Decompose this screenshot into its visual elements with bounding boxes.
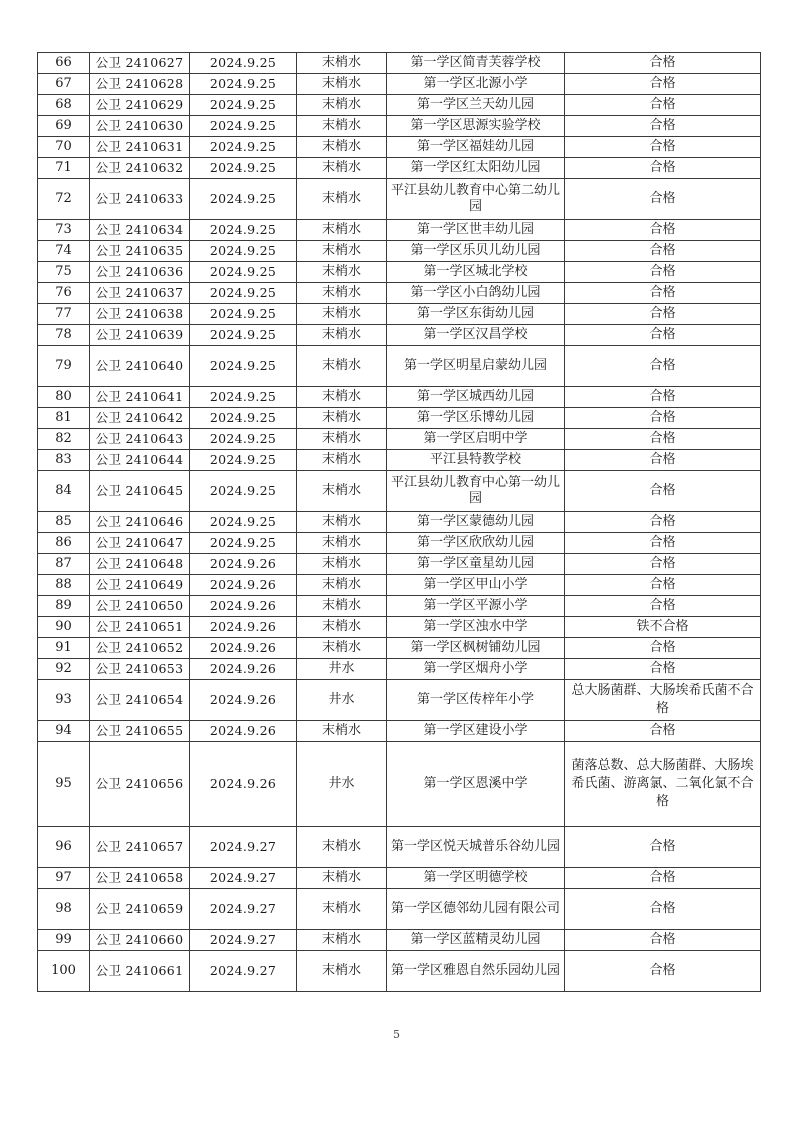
sample-code: 公卫 2410650	[90, 596, 190, 617]
sample-results-table	[37, 52, 761, 992]
row-number: 70	[38, 137, 90, 158]
table-row	[38, 471, 761, 512]
sampling-site: 第一学区简青芙蓉学校	[387, 53, 565, 74]
water-type: 末梢水	[297, 638, 387, 659]
sample-date: 2024.9.26	[190, 596, 297, 617]
table-row	[38, 827, 761, 868]
table-row	[38, 512, 761, 533]
sample-date: 2024.9.27	[190, 930, 297, 951]
test-result: 合格	[565, 325, 761, 346]
page-number: 5	[393, 1028, 400, 1041]
sample-date: 2024.9.26	[190, 680, 297, 721]
row-number: 99	[38, 930, 90, 951]
sampling-site: 第一学区福娃幼儿园	[387, 137, 565, 158]
sample-code: 公卫 2410629	[90, 95, 190, 116]
sampling-site: 第一学区小白鸽幼儿园	[387, 283, 565, 304]
sample-code: 公卫 2410646	[90, 512, 190, 533]
table-row	[38, 74, 761, 95]
row-number: 79	[38, 346, 90, 387]
sample-date: 2024.9.25	[190, 220, 297, 241]
test-result: 合格	[565, 429, 761, 450]
water-type: 末梢水	[297, 116, 387, 137]
row-number: 95	[38, 742, 90, 827]
water-type: 井水	[297, 659, 387, 680]
row-number: 74	[38, 241, 90, 262]
sample-date: 2024.9.25	[190, 53, 297, 74]
table-row	[38, 680, 761, 721]
sample-date: 2024.9.26	[190, 742, 297, 827]
test-result: 合格	[565, 512, 761, 533]
row-number: 78	[38, 325, 90, 346]
sample-code: 公卫 2410649	[90, 575, 190, 596]
test-result: 合格	[565, 95, 761, 116]
sampling-site: 第一学区世丰幼儿园	[387, 220, 565, 241]
test-result: 合格	[565, 137, 761, 158]
sample-code: 公卫 2410654	[90, 680, 190, 721]
table-row	[38, 346, 761, 387]
test-result: 合格	[565, 930, 761, 951]
row-number: 73	[38, 220, 90, 241]
sampling-site: 第一学区烟舟小学	[387, 659, 565, 680]
sample-code: 公卫 2410630	[90, 116, 190, 137]
sample-date: 2024.9.27	[190, 868, 297, 889]
sampling-site: 第一学区恩溪中学	[387, 742, 565, 827]
water-type: 末梢水	[297, 74, 387, 95]
test-result: 合格	[565, 554, 761, 575]
row-number: 87	[38, 554, 90, 575]
water-type: 末梢水	[297, 889, 387, 930]
test-result: 合格	[565, 596, 761, 617]
row-number: 80	[38, 387, 90, 408]
test-result: 合格	[565, 575, 761, 596]
sample-date: 2024.9.25	[190, 408, 297, 429]
test-result: 合格	[565, 868, 761, 889]
sample-code: 公卫 2410660	[90, 930, 190, 951]
test-result: 合格	[565, 889, 761, 930]
test-result: 合格	[565, 346, 761, 387]
table-body	[38, 53, 761, 992]
sample-code: 公卫 2410657	[90, 827, 190, 868]
test-result: 合格	[565, 659, 761, 680]
sampling-site: 第一学区明德学校	[387, 868, 565, 889]
water-type: 末梢水	[297, 471, 387, 512]
water-type: 末梢水	[297, 721, 387, 742]
sample-code: 公卫 2410652	[90, 638, 190, 659]
water-type: 末梢水	[297, 220, 387, 241]
water-type: 末梢水	[297, 262, 387, 283]
sample-code: 公卫 2410644	[90, 450, 190, 471]
sample-date: 2024.9.25	[190, 116, 297, 137]
sample-date: 2024.9.26	[190, 554, 297, 575]
sampling-site: 第一学区童星幼儿园	[387, 554, 565, 575]
table-row	[38, 868, 761, 889]
table-row	[38, 95, 761, 116]
sample-date: 2024.9.25	[190, 74, 297, 95]
sampling-site: 第一学区枫树铺幼儿园	[387, 638, 565, 659]
sample-date: 2024.9.25	[190, 346, 297, 387]
sample-date: 2024.9.25	[190, 429, 297, 450]
table-row	[38, 304, 761, 325]
sampling-site: 第一学区城北学校	[387, 262, 565, 283]
sample-code: 公卫 2410648	[90, 554, 190, 575]
table-row	[38, 721, 761, 742]
test-result: 菌落总数、总大肠菌群、大肠埃希氏菌、游离氯、二氧化氯不合格	[565, 742, 761, 827]
table-row	[38, 617, 761, 638]
sampling-site: 第一学区北源小学	[387, 74, 565, 95]
sample-code: 公卫 2410640	[90, 346, 190, 387]
sample-date: 2024.9.26	[190, 575, 297, 596]
sample-date: 2024.9.25	[190, 262, 297, 283]
water-type: 末梢水	[297, 53, 387, 74]
water-type: 末梢水	[297, 387, 387, 408]
table-row	[38, 596, 761, 617]
sample-date: 2024.9.25	[190, 533, 297, 554]
table-row	[38, 554, 761, 575]
table-row	[38, 137, 761, 158]
sampling-site: 第一学区乐博幼儿园	[387, 408, 565, 429]
table-row	[38, 889, 761, 930]
sampling-site: 第一学区东街幼儿园	[387, 304, 565, 325]
test-result: 总大肠菌群、大肠埃希氏菌不合格	[565, 680, 761, 721]
sample-code: 公卫 2410631	[90, 137, 190, 158]
table-row	[38, 387, 761, 408]
sampling-site: 第一学区明星启蒙幼儿园	[387, 346, 565, 387]
water-type: 末梢水	[297, 429, 387, 450]
test-result: 合格	[565, 158, 761, 179]
sampling-site: 平江县特教学校	[387, 450, 565, 471]
water-type: 末梢水	[297, 325, 387, 346]
table-row	[38, 533, 761, 554]
test-result: 合格	[565, 638, 761, 659]
water-type: 末梢水	[297, 617, 387, 638]
row-number: 76	[38, 283, 90, 304]
water-type: 末梢水	[297, 951, 387, 992]
row-number: 68	[38, 95, 90, 116]
sample-date: 2024.9.26	[190, 721, 297, 742]
water-type: 末梢水	[297, 346, 387, 387]
table-row	[38, 241, 761, 262]
sampling-site: 第一学区蓝精灵幼儿园	[387, 930, 565, 951]
row-number: 83	[38, 450, 90, 471]
test-result: 合格	[565, 241, 761, 262]
sampling-site: 第一学区德邻幼儿园有限公司	[387, 889, 565, 930]
row-number: 98	[38, 889, 90, 930]
sampling-site: 第一学区甲山小学	[387, 575, 565, 596]
sampling-site: 第一学区启明中学	[387, 429, 565, 450]
sample-date: 2024.9.25	[190, 137, 297, 158]
sample-date: 2024.9.25	[190, 512, 297, 533]
row-number: 75	[38, 262, 90, 283]
sample-date: 2024.9.26	[190, 638, 297, 659]
sampling-site: 第一学区建设小学	[387, 721, 565, 742]
row-number: 88	[38, 575, 90, 596]
table-row	[38, 220, 761, 241]
table-row	[38, 325, 761, 346]
table-row	[38, 450, 761, 471]
table-row	[38, 742, 761, 827]
sample-code: 公卫 2410658	[90, 868, 190, 889]
water-type: 末梢水	[297, 408, 387, 429]
sample-code: 公卫 2410635	[90, 241, 190, 262]
test-result: 合格	[565, 471, 761, 512]
sample-code: 公卫 2410645	[90, 471, 190, 512]
sample-date: 2024.9.26	[190, 617, 297, 638]
test-result: 合格	[565, 450, 761, 471]
water-type: 末梢水	[297, 554, 387, 575]
sample-code: 公卫 2410641	[90, 387, 190, 408]
row-number: 69	[38, 116, 90, 137]
sampling-site: 平江县幼儿教育中心第二幼儿园	[387, 179, 565, 220]
sampling-site: 第一学区传梓年小学	[387, 680, 565, 721]
sampling-site: 第一学区红太阳幼儿园	[387, 158, 565, 179]
sampling-site: 第一学区蒙德幼儿园	[387, 512, 565, 533]
water-type: 末梢水	[297, 241, 387, 262]
table-row	[38, 116, 761, 137]
sampling-site: 第一学区悦天城普乐谷幼儿园	[387, 827, 565, 868]
row-number: 90	[38, 617, 90, 638]
test-result: 合格	[565, 408, 761, 429]
test-result: 合格	[565, 262, 761, 283]
sampling-site: 平江县幼儿教育中心第一幼儿园	[387, 471, 565, 512]
test-result: 合格	[565, 533, 761, 554]
sample-code: 公卫 2410637	[90, 283, 190, 304]
test-result: 合格	[565, 74, 761, 95]
sample-date: 2024.9.27	[190, 951, 297, 992]
row-number: 86	[38, 533, 90, 554]
sample-date: 2024.9.27	[190, 827, 297, 868]
sample-code: 公卫 2410642	[90, 408, 190, 429]
water-type: 末梢水	[297, 283, 387, 304]
sample-code: 公卫 2410633	[90, 179, 190, 220]
water-type: 末梢水	[297, 575, 387, 596]
row-number: 66	[38, 53, 90, 74]
sampling-site: 第一学区雅恩自然乐园幼儿园	[387, 951, 565, 992]
sample-date: 2024.9.27	[190, 889, 297, 930]
water-type: 末梢水	[297, 137, 387, 158]
water-type: 末梢水	[297, 95, 387, 116]
sample-date: 2024.9.25	[190, 450, 297, 471]
sample-code: 公卫 2410655	[90, 721, 190, 742]
test-result: 合格	[565, 304, 761, 325]
sample-date: 2024.9.25	[190, 283, 297, 304]
row-number: 82	[38, 429, 90, 450]
sample-code: 公卫 2410636	[90, 262, 190, 283]
sample-date: 2024.9.25	[190, 325, 297, 346]
row-number: 93	[38, 680, 90, 721]
row-number: 72	[38, 179, 90, 220]
test-result: 合格	[565, 53, 761, 74]
table-row	[38, 659, 761, 680]
sampling-site: 第一学区兰天幼儿园	[387, 95, 565, 116]
water-type: 末梢水	[297, 304, 387, 325]
test-result: 合格	[565, 827, 761, 868]
table-row	[38, 408, 761, 429]
row-number: 84	[38, 471, 90, 512]
row-number: 85	[38, 512, 90, 533]
sample-date: 2024.9.25	[190, 179, 297, 220]
sampling-site: 第一学区浊水中学	[387, 617, 565, 638]
sample-code: 公卫 2410627	[90, 53, 190, 74]
table-row	[38, 53, 761, 74]
test-result: 合格	[565, 721, 761, 742]
water-type: 井水	[297, 742, 387, 827]
table-row	[38, 575, 761, 596]
test-result: 铁不合格	[565, 617, 761, 638]
sample-date: 2024.9.25	[190, 387, 297, 408]
sample-date: 2024.9.25	[190, 95, 297, 116]
water-type: 末梢水	[297, 868, 387, 889]
sample-code: 公卫 2410653	[90, 659, 190, 680]
row-number: 67	[38, 74, 90, 95]
sample-code: 公卫 2410651	[90, 617, 190, 638]
sample-code: 公卫 2410647	[90, 533, 190, 554]
sample-code: 公卫 2410656	[90, 742, 190, 827]
sample-code: 公卫 2410639	[90, 325, 190, 346]
row-number: 91	[38, 638, 90, 659]
test-result: 合格	[565, 951, 761, 992]
table-row	[38, 283, 761, 304]
test-result: 合格	[565, 220, 761, 241]
water-type: 末梢水	[297, 158, 387, 179]
sampling-site: 第一学区汉昌学校	[387, 325, 565, 346]
sampling-site: 第一学区思源实验学校	[387, 116, 565, 137]
test-result: 合格	[565, 283, 761, 304]
water-type: 井水	[297, 680, 387, 721]
table-row	[38, 951, 761, 992]
sampling-site: 第一学区乐贝儿幼儿园	[387, 241, 565, 262]
sample-date: 2024.9.25	[190, 158, 297, 179]
sample-code: 公卫 2410661	[90, 951, 190, 992]
sample-code: 公卫 2410643	[90, 429, 190, 450]
water-type: 末梢水	[297, 533, 387, 554]
water-type: 末梢水	[297, 512, 387, 533]
row-number: 94	[38, 721, 90, 742]
sample-date: 2024.9.25	[190, 241, 297, 262]
sample-date: 2024.9.25	[190, 304, 297, 325]
row-number: 89	[38, 596, 90, 617]
row-number: 71	[38, 158, 90, 179]
row-number: 81	[38, 408, 90, 429]
table-row	[38, 930, 761, 951]
water-type: 末梢水	[297, 827, 387, 868]
water-type: 末梢水	[297, 450, 387, 471]
table-row	[38, 262, 761, 283]
water-type: 末梢水	[297, 596, 387, 617]
row-number: 97	[38, 868, 90, 889]
sampling-site: 第一学区欣欣幼儿园	[387, 533, 565, 554]
row-number: 96	[38, 827, 90, 868]
sampling-site: 第一学区城西幼儿园	[387, 387, 565, 408]
sample-code: 公卫 2410632	[90, 158, 190, 179]
sampling-site: 第一学区平源小学	[387, 596, 565, 617]
sample-code: 公卫 2410659	[90, 889, 190, 930]
table-row	[38, 179, 761, 220]
water-type: 末梢水	[297, 930, 387, 951]
test-result: 合格	[565, 387, 761, 408]
test-result: 合格	[565, 116, 761, 137]
row-number: 77	[38, 304, 90, 325]
sample-date: 2024.9.25	[190, 471, 297, 512]
sample-code: 公卫 2410638	[90, 304, 190, 325]
sample-code: 公卫 2410634	[90, 220, 190, 241]
table-row	[38, 158, 761, 179]
sample-code: 公卫 2410628	[90, 74, 190, 95]
row-number: 92	[38, 659, 90, 680]
row-number: 100	[38, 951, 90, 992]
water-type: 末梢水	[297, 179, 387, 220]
sample-date: 2024.9.26	[190, 659, 297, 680]
test-result: 合格	[565, 179, 761, 220]
table-row	[38, 429, 761, 450]
table-row	[38, 638, 761, 659]
